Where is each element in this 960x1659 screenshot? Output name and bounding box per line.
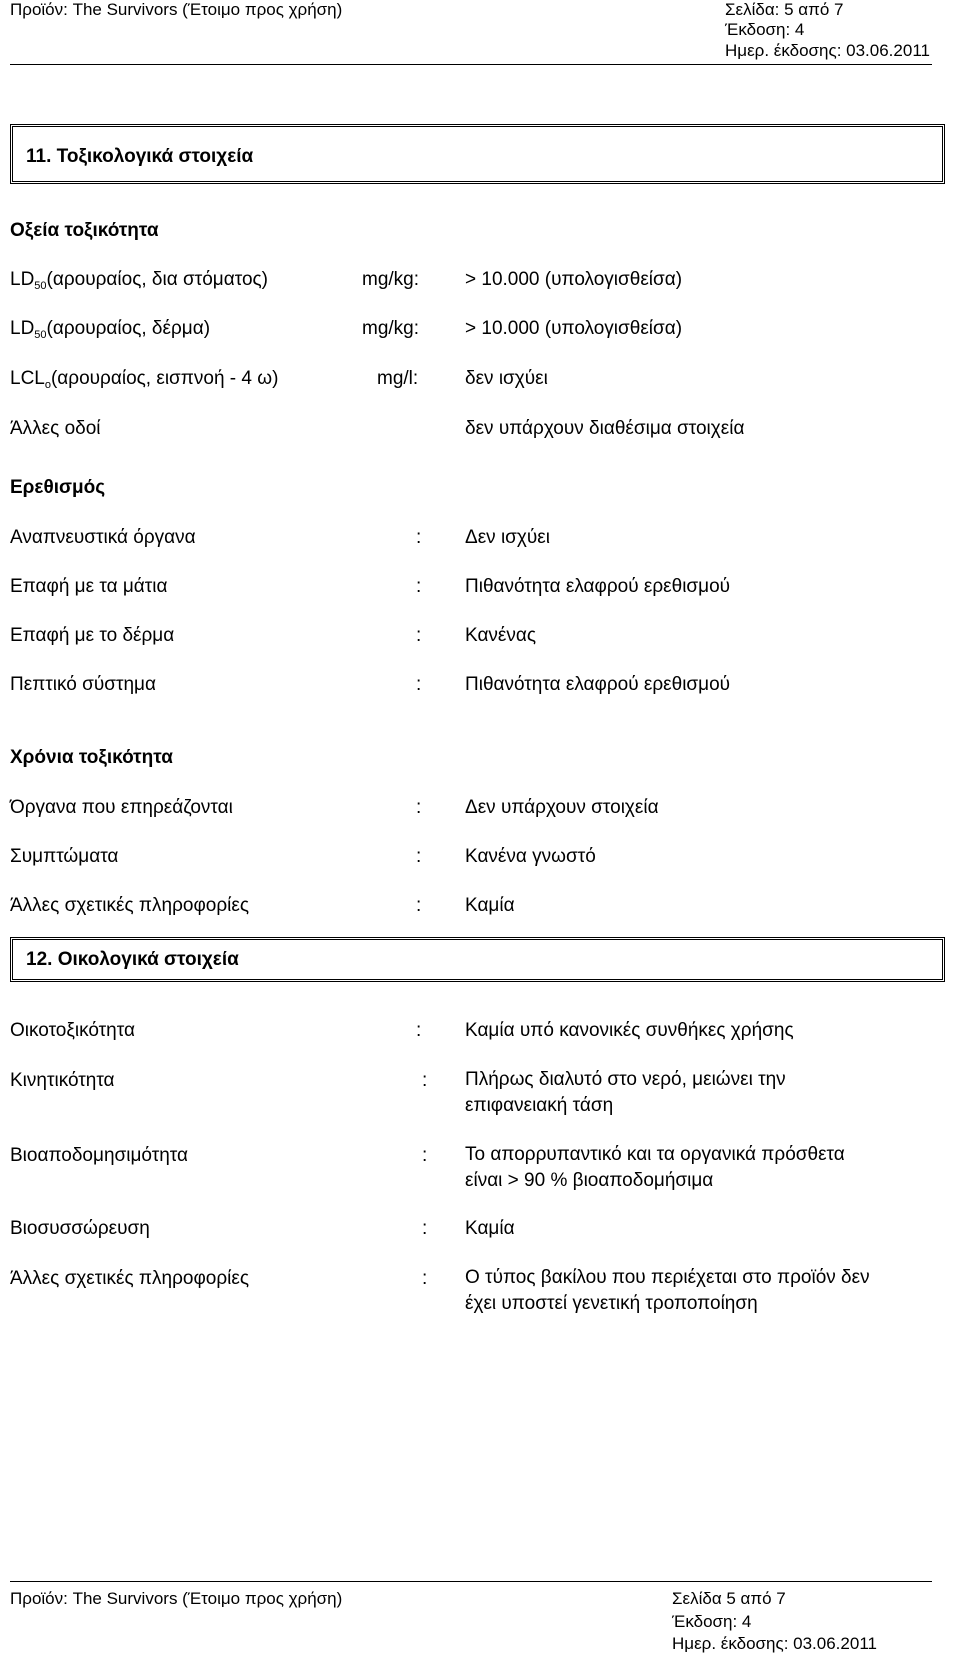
colon-separator: :: [416, 846, 422, 867]
colon-separator: :: [422, 1145, 428, 1166]
acute-value: δεν ισχύει: [465, 368, 548, 389]
acute-value: δεν υπάρχουν διαθέσιμα στοιχεία: [465, 418, 745, 439]
colon-separator: :: [422, 1070, 428, 1091]
chronic-value: Καμία: [465, 895, 515, 916]
header-divider: [10, 64, 932, 65]
colon-separator: :: [416, 576, 422, 597]
acute-value: > 10.000 (υπολογισθείσα): [465, 318, 683, 339]
irritation-heading: Ερεθισμός: [10, 477, 106, 498]
colon-separator: :: [416, 895, 422, 916]
header-date: Ημερ. έκδοσης: 03.06.2011: [725, 41, 930, 60]
colon-separator: :: [416, 625, 422, 646]
colon-separator: :: [422, 1268, 428, 1289]
chronic-label: Άλλες σχετικές πληροφορίες: [10, 895, 249, 916]
eco-value: Πλήρως διαλυτό στο νερό, μειώνει την επιφανειακή τάση: [465, 1069, 786, 1116]
acute-unit: mg/kg:: [362, 318, 420, 339]
footer-product: Προϊόν: The Survivors (Έτοιμο προς χρήση): [10, 1589, 343, 1608]
irritation-value: Πιθανότητα ελαφρού ερεθισμού: [465, 576, 731, 597]
chronic-label: Συμπτώματα: [10, 846, 119, 867]
eco-value: Το απορρυπαντικό και τα οργανικά πρόσθετα είναι > 90 % βιοαποδομήσιμα: [465, 1144, 845, 1191]
irritation-value: Πιθανότητα ελαφρού ερεθισμού: [465, 674, 731, 695]
colon-separator: :: [416, 1020, 422, 1041]
colon-separator: :: [416, 527, 422, 548]
acute-heading: Οξεία τοξικότητα: [10, 220, 159, 241]
eco-value: Ο τύπος βακίλου που περιέχεται στο προϊόν δεν έχει υποστεί γενετική τροποποίηση: [465, 1267, 870, 1314]
header-page: Σελίδα: 5 από 7: [725, 0, 844, 19]
footer-version: Έκδοση: 4: [672, 1612, 752, 1631]
eco-label: Κινητικότητα: [10, 1070, 115, 1091]
header-version: Έκδοση: 4: [725, 20, 805, 39]
acute-value: > 10.000 (υπολογισθείσα): [465, 269, 683, 290]
section-12-title: 12. Οικολογικά στοιχεία: [26, 949, 239, 970]
eco-value: Καμία: [465, 1218, 515, 1239]
acute-unit: mg/l:: [377, 368, 419, 389]
irritation-label: Επαφή με τα μάτια: [10, 576, 168, 597]
eco-label: Βιοσυσσώρευση: [10, 1218, 150, 1239]
acute-label: $LCL_o(\alpha\rho o\upsilon\rho\alpha ίo\varsigma$, εισπνοή - 4 ω): [10, 368, 279, 391]
eco-value: Καμία υπό κανονικές συνθήκες χρήσης: [465, 1020, 794, 1041]
colon-separator: :: [416, 674, 422, 695]
acute-label: $LD_{50}(\alpha\rho o\upsilon\rho\alpha ίo\varsigma$, δια στόματος): [10, 269, 268, 292]
section-11-title: 11. Τοξικολογικά στοιχεία: [26, 146, 254, 167]
irritation-value: Δεν ισχύει: [465, 527, 550, 548]
chronic-label: Όργανα που επηρεάζονται: [10, 797, 233, 818]
colon-separator: :: [416, 797, 422, 818]
chronic-value: Κανένα γνωστό: [465, 846, 596, 867]
chronic-value: Δεν υπάρχουν στοιχεία: [465, 797, 659, 818]
irritation-value: Κανένας: [465, 625, 537, 646]
footer-divider: [10, 1581, 932, 1582]
irritation-label: Επαφή με το δέρμα: [10, 625, 175, 646]
irritation-label: Πεπτικό σύστημα: [10, 674, 156, 695]
eco-label: Οικοτοξικότητα: [10, 1020, 135, 1041]
chronic-heading: Χρόνια τοξικότητα: [10, 747, 173, 768]
footer-date: Ημερ. έκδοσης: 03.06.2011: [672, 1634, 877, 1653]
acute-unit: mg/kg:: [362, 269, 420, 290]
acute-label: $LD_{50}(\alpha\rho o\upsilon\rho\alpha ίo\varsigma$, δέρμα): [10, 318, 211, 341]
colon-separator: :: [422, 1218, 428, 1239]
irritation-label: Αναπνευστικά όργανα: [10, 527, 196, 548]
eco-label: Βιοαποδομησιμότητα: [10, 1145, 188, 1166]
footer-page: Σελίδα 5 από 7: [672, 1589, 786, 1608]
eco-label: Άλλες σχετικές πληροφορίες: [10, 1268, 249, 1289]
header-product: Προϊόν: The Survivors (Έτοιμο προς χρήση): [10, 0, 343, 19]
acute-label: Άλλες οδοί: [10, 418, 101, 439]
